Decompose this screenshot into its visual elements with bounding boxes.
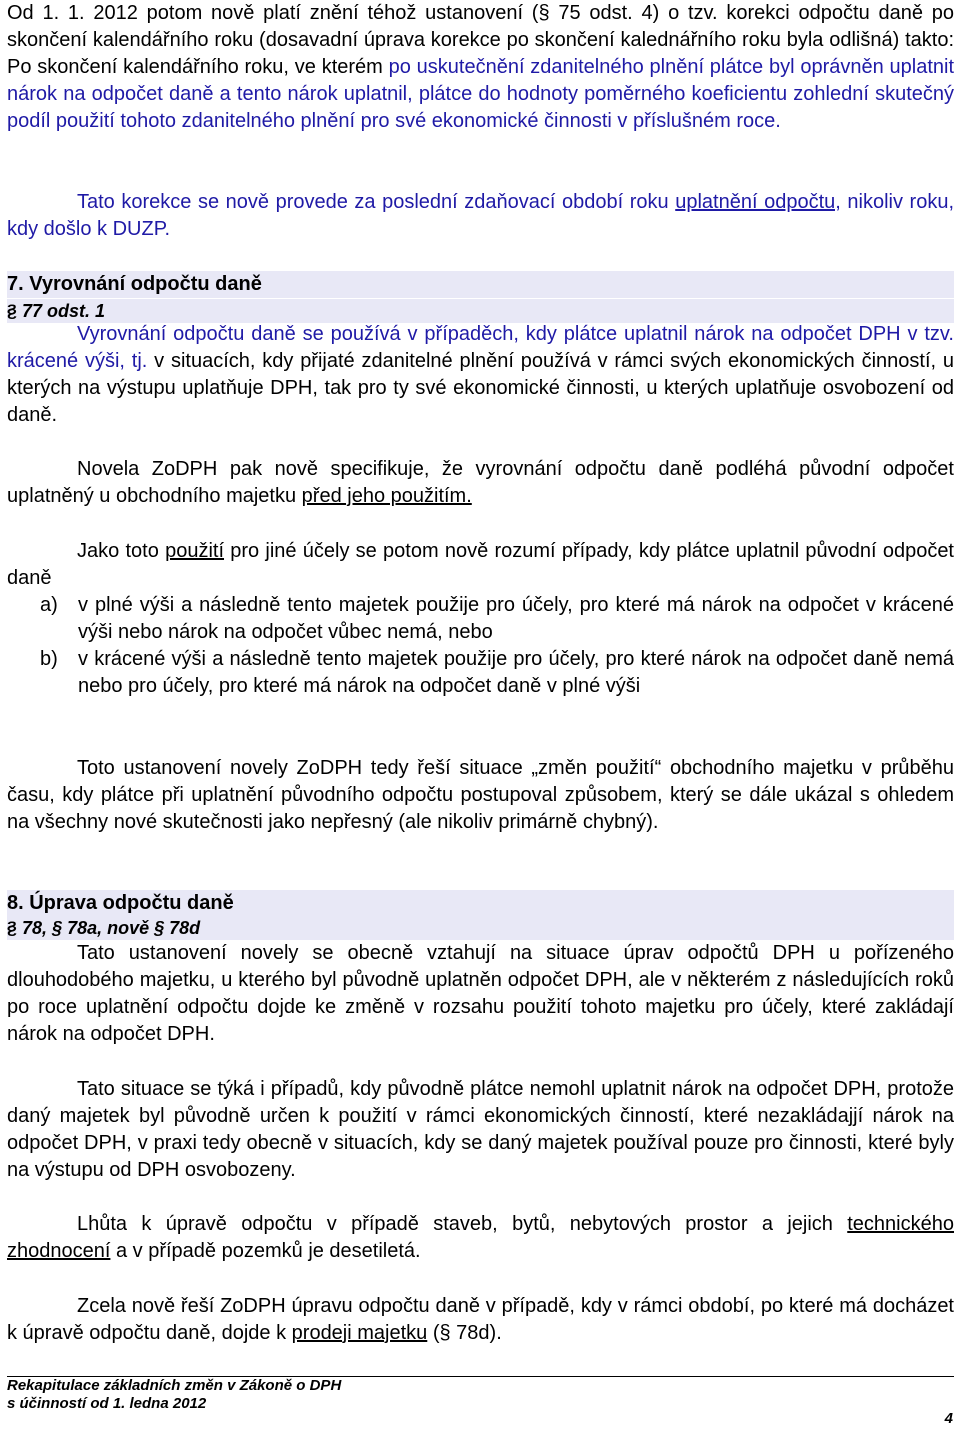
- intro-text-b: korekci odpočtu daně po skončení kalendářního roku (dosavadní úprava korekce po skončení kalednářního roku byla odlišná) takto: Po skončení kalendářního roku, ve kterém: [7, 2, 954, 78]
- section-7-paragraph-4: [7, 755, 954, 836]
- section-8-paragraph-4: [7, 1293, 954, 1347]
- intro-text-a: Od 1. 1. 2012 potom nově platí znění téhož ustanovení (§ 75 odst. 4) o tzv.: [7, 2, 727, 24]
- korekce-text-a: Tato korekce se nově provede za poslední zdaňovací období roku: [77, 191, 676, 213]
- list-label-a: a): [40, 594, 58, 616]
- paragraph-sign-icon: §: [5, 918, 19, 938]
- section-8-p3-underlined: technického zhodnocení: [7, 1213, 954, 1262]
- paragraph-sign-icon: §: [5, 301, 19, 321]
- section-7-p4-text: Toto ustanovení novely ZoDPH tedy řeší situace „změn použití“ obchodního majetku v průběhu času, kdy plátce při uplatnění původního odpočtu postupoval způsobem, který se dále ukázal s ohledem na všechny nové skutečnosti jako nepřesný (ale nikoliv primárně chybný).: [7, 757, 954, 833]
- section-7-paragraph-1: [7, 321, 954, 429]
- section-8-p2-text: Tato situace se týká i případů, kdy původně plátce nemohl uplatnit nárok na odpočet DPH, protože daný majetek byl původně určen k použití v rámci ekonomických činností, které nezakládajjí nárok na odpočet DPH, v praxi tedy obecně v situacích, kdy se daný majetek používal pouze pro činnosti, které byly na výstupu od DPH osvobozeny.: [7, 1078, 954, 1181]
- section-7-paragraph-2: [7, 456, 954, 510]
- korekce-text-b: nikoliv roku, kdy došlo k DUZP.: [7, 191, 954, 240]
- section-8-p1-text: Tato ustanovení novely se obecně vztahují na situace úprav odpočtů DPH u pořízeného dlouhodobého majetku, u kterého byl původně uplatněn odpočet DPH, ale v některém z následujících roků po roce uplatnění odpočtu dojde ke změně v rozsahu použití tohoto majetku pro účely, které zakládají nárok na odpočet DPH.: [7, 942, 954, 1045]
- list-item-b: [40, 646, 954, 700]
- list-text-b: v krácené výši a následně tento majetek použije pro účely, pro které nárok na odpočet daně nemá nebo pro účely, pro které má nárok na odpočet daně v plné výši: [78, 648, 954, 697]
- korekce-text-underlined: uplatnění odpočtu,: [675, 191, 841, 213]
- section-8-paragraph-2: [7, 1076, 954, 1184]
- footer: [7, 1377, 341, 1413]
- section-8-paragraph-3: [7, 1211, 954, 1265]
- section-8-p3-text-b: a v případě pozemků je desetiletá.: [110, 1240, 421, 1262]
- section-7-p2-text: Novela ZoDPH pak nově specifikuje, že vyrovnání odpočtu daně podléhá původní odpočet uplatněný u obchodního majetku: [7, 458, 954, 507]
- section-7-p3-underlined: použití: [165, 540, 225, 562]
- section-7-p1-black: v situacích, kdy přijaté zdanitelné plnění používá v rámci svých ekonomických činností, u kterých na výstupu uplatňuje DPH, tak pro ty své ekonomické činnosti, u kterých uplatňuje osvobození od daně.: [7, 350, 955, 426]
- section-8-p4-underlined: prodeji majetku: [291, 1322, 428, 1344]
- list-item-a: [40, 592, 954, 646]
- korekce-paragraph: [7, 189, 954, 243]
- section-8-p4-text-b: (§ 78d).: [427, 1322, 502, 1344]
- section-7-reference-text: 77 odst. 1: [22, 301, 106, 321]
- section-8-reference-text: 78, § 78a, nově § 78d: [22, 918, 201, 938]
- section-7-paragraph-3: [7, 538, 954, 592]
- page-number: 4: [944, 1410, 953, 1427]
- intro-text-blue: po uskutečnění zdanitelného plnění plátce byl oprávněn uplatnit nárok na odpočet daně a tento nárok uplatnil, plátce do hodnoty poměrného koeficientu zohlední skutečný podíl použití tohoto zdanitelného plnění pro své ekonomické činnosti v příslušném roce.: [7, 56, 954, 132]
- section-8-paragraph-1: [7, 940, 954, 1048]
- section-7-p3-text-b: pro jiné účely se potom nově rozumí případy, kdy plátce uplatnil původní odpočet daně: [7, 540, 954, 589]
- intro-paragraph: [7, 0, 954, 135]
- section-7-p3-text-a: Jako toto: [77, 540, 166, 562]
- footer-subtitle: s účinností od 1. ledna 2012: [7, 1395, 207, 1412]
- list-text-a: v plné výši a následně tento majetek použije pro účely, pro které má nárok na odpočet v krácené výši nebo nárok na odpočet vůbec nemá, nebo: [78, 594, 954, 643]
- section-8-p3-text-a: Lhůta k úpravě odpočtu v případě staveb, bytů, nebytových prostor a jejich: [77, 1213, 848, 1235]
- section-8-p4-text-a: Zcela nově řeší ZoDPH úpravu odpočtu daně v případě, kdy v rámci období, po které má docházet k úpravě odpočtu daně, dojde k: [7, 1295, 954, 1344]
- section-7-reference: [7, 299, 954, 323]
- section-7-p1-blue: Vyrovnání odpočtu daně se používá v případěch, kdy plátce uplatnil nárok na odpočet DPH v tzv. krácené výši, tj.: [7, 323, 954, 372]
- section-7-p2-underlined: před jeho použitím.: [301, 485, 472, 507]
- list-label-b: b): [40, 648, 58, 670]
- section-8-heading: 8. Úprava odpočtu daně: [7, 890, 954, 917]
- section-7-heading: 7. Vyrovnání odpočtu daně: [7, 271, 954, 298]
- section-8-reference: [7, 916, 954, 940]
- footer-title: Rekapitulace základních změn v Zákoně o DPH: [7, 1377, 342, 1394]
